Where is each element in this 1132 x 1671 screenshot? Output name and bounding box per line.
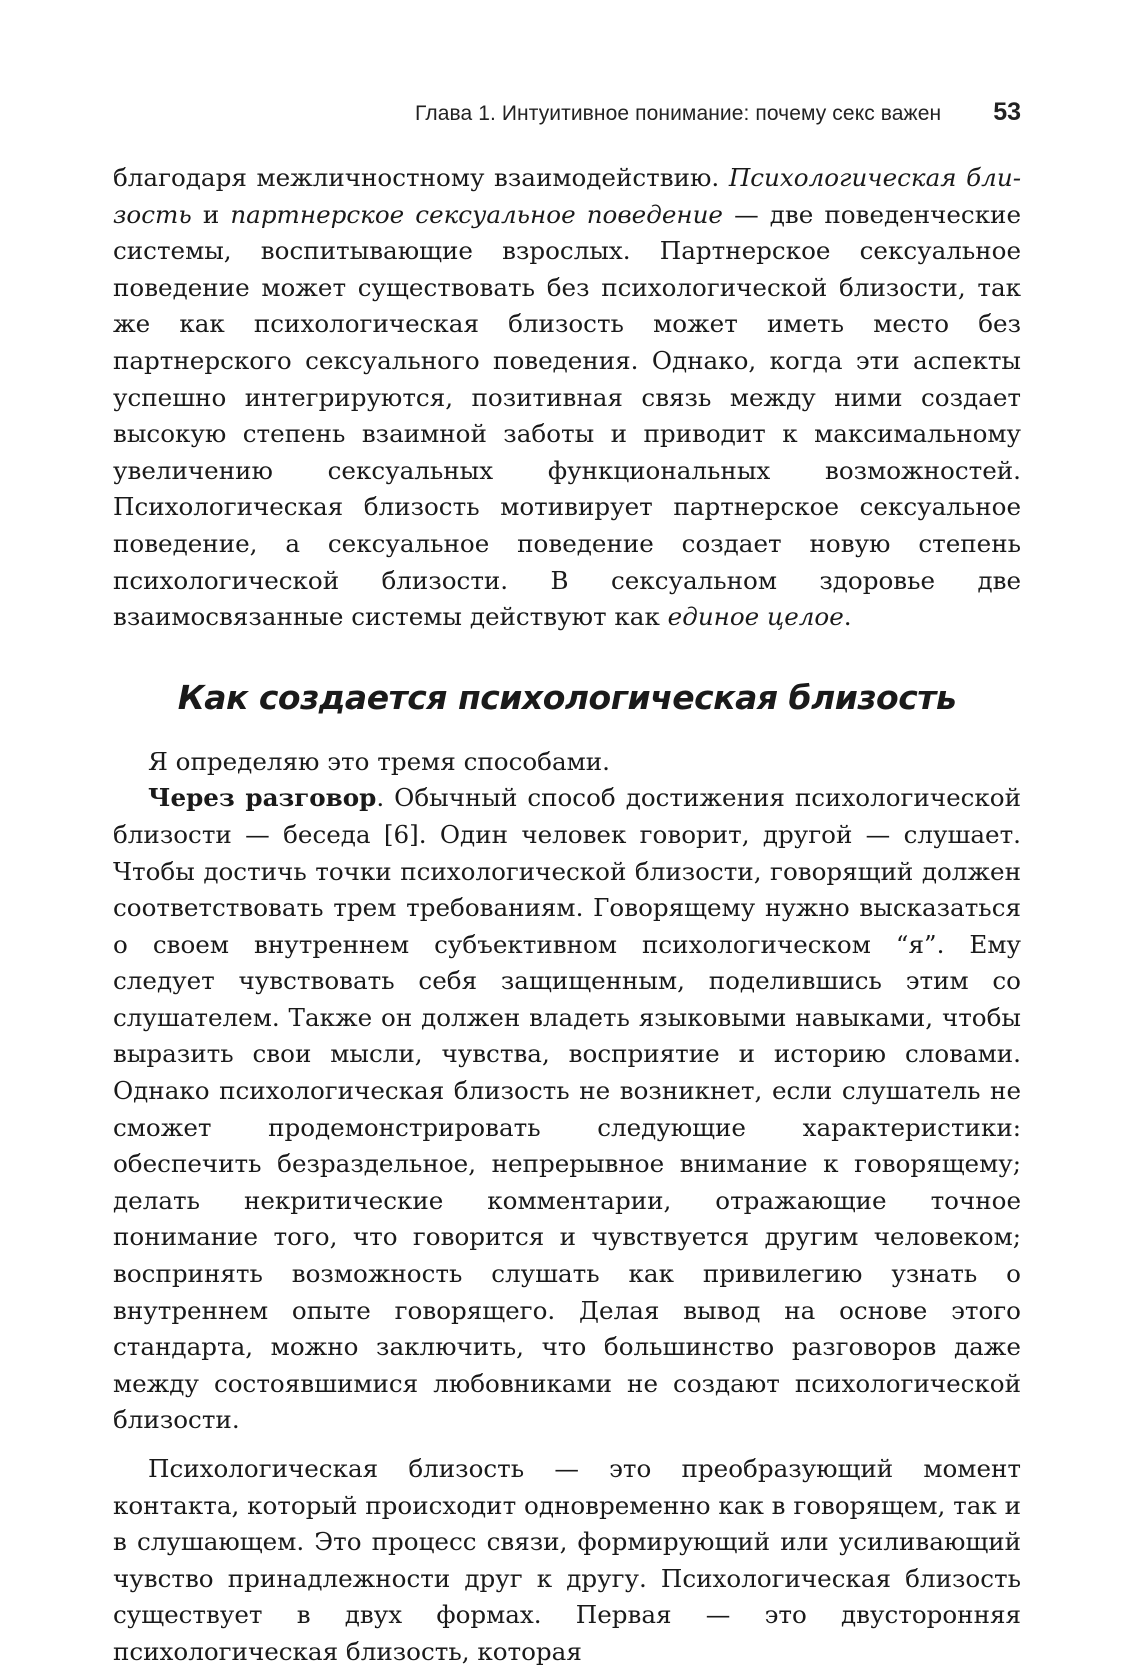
paragraph-definition	[113, 1451, 1021, 1671]
paragraph-text: Психологическая близость — это преобразующий момент контакта, который происходит одновременно как в говорящем, так и в слушающем. Это процесс связи, формирующий или усиливающий чувство принадлежности друг к другу. Психологическая близость существует в двух формах. Первая — это двусторонняя психологическая близость, которая	[113, 1454, 1021, 1666]
emphasis-term: Психологическая близость	[113, 163, 1021, 229]
paragraph-text: благодаря межличностному взаимодействию.	[113, 163, 729, 192]
emphasis-term: единое целое	[667, 602, 844, 632]
body-text	[113, 160, 1021, 1671]
paragraph-conversation	[113, 780, 1021, 1439]
paragraph-text: Я определяю это тремя способами.	[148, 746, 610, 776]
running-header	[113, 98, 1021, 138]
paragraph-text: . Обычный способ достижения психологической близости — беседа [6]. Один человек говорит, другой — слушает. Чтобы достичь точки психологической близости, говорящий должен соответствовать трем требованиям. Говорящему нужно высказаться о своем внутреннем субъективном психологическом “я”. Ему следует чувствовать себя защищенным, поделившись этим со слушателем. Также он должен владеть языковыми навыками, чтобы выразить свои мысли, чувства, восприятие и историю словами. Однако психологическая близость не возникнет, если слушатель не сможет продемонстрировать следующие характеристики: обеспечить безраздельное, непрерывное внимание к говорящему; делать некритические комментарии, отражающие точное понимание того, что говорится и чувствуется другим человеком; воспринять возможность слушать как привилегию узнать о внутреннем опыте говорящего. Делая вывод на основе этого стандарта, можно заключить, что большинство разговоров даже между состоявшимися любовниками не создают психологической близости.	[113, 783, 1021, 1435]
page-number: 53	[993, 98, 1021, 126]
paragraph-text: и	[191, 199, 231, 229]
section-heading: Как создается психологическая близость	[177, 677, 957, 717]
emphasis-term: партнерское сексуальное поведение	[230, 199, 723, 229]
chapter-title: Глава 1. Интуитивное понимание: почему секс важен	[415, 102, 942, 125]
paragraph-text: .	[843, 602, 852, 632]
paragraph-continuation	[113, 160, 1021, 636]
paragraph-intro	[113, 744, 1021, 781]
run-in-heading: Через разговор	[148, 783, 377, 813]
paragraph-text: — две поведенческие системы, воспитывающие взрослых. Партнерское сексуальное поведение может существовать без психологической близости, так же как психологическая близость может иметь место без партнерского сексуального поведения. Однако, когда эти аспекты успешно интегрируются, позитивная связь между ними создает высокую степень взаимной заботы и приводит к максимальному увеличению сексуальных функциональных возможностей. Психологическая близость мотивирует партнерское сексуальное поведение, а сексуальное поведение создает новую степень психологической близости. В сексуальном здоровье две взаимосвязанные системы действуют как	[113, 199, 1022, 632]
